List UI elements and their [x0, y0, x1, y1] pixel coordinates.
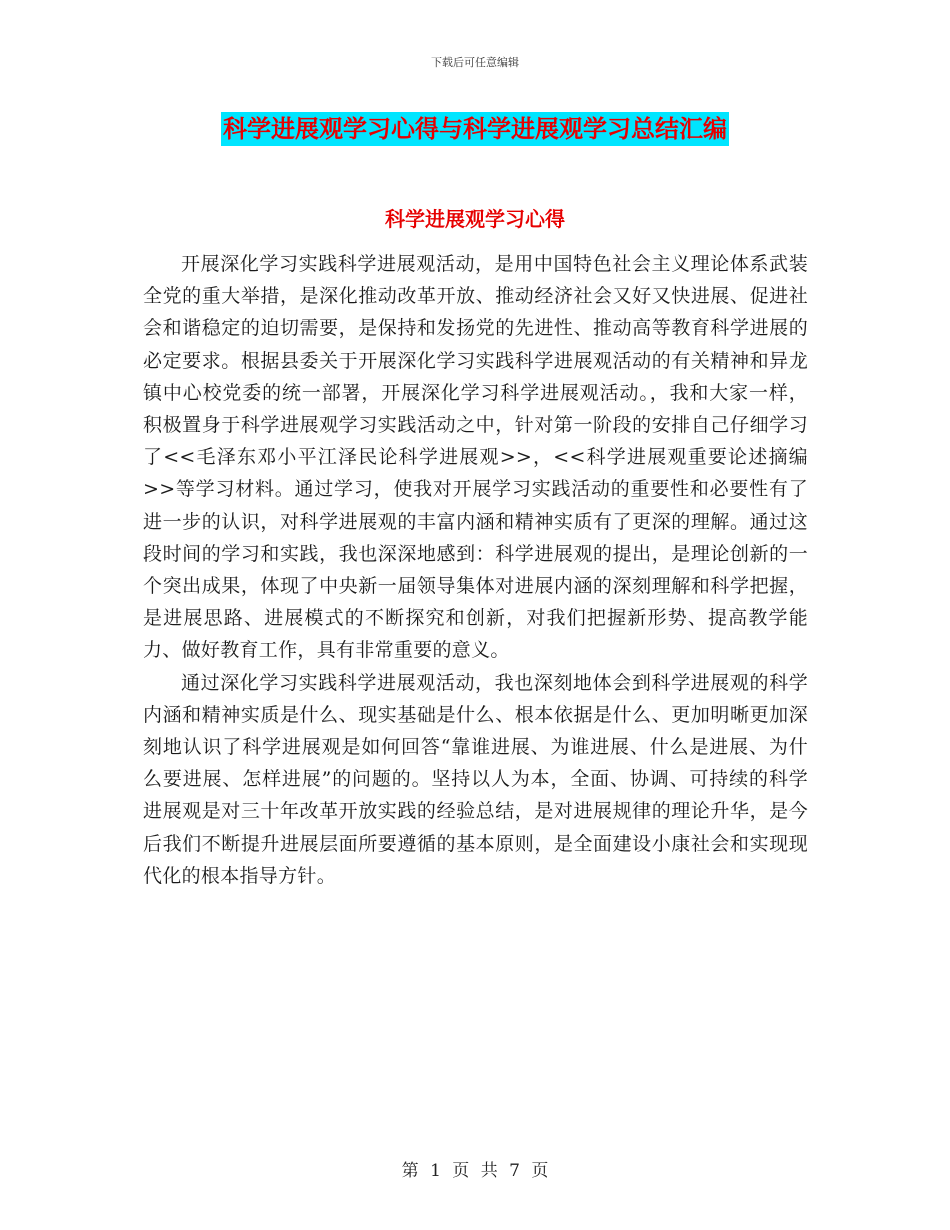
document-body — [143, 248, 808, 892]
main-title-container — [0, 112, 950, 146]
paragraph-2: 通过深化学习实践科学进展观活动，我也深刻地体会到科学进展观的科学内涵和精神实质是什么、现实基础是什么、根本依据是什么、更加明晰更加深刻地认识了科学进展观是如何回答“靠谁进展、为谁进展、什么是进展、为什么要进展、怎样进展”的问题的。坚持以人为本，全面、协调、可持续的科学进展观是对三十年改革开放实践的经验总结，是对进展规律的理论升华，是今后我们不断提升进展层面所要遵循的基本原则，是全面建设小康社会和实现现代化的根本指导方针。 — [143, 671, 808, 887]
main-title: 科学进展观学习心得与科学进展观学习总结汇编 — [221, 112, 729, 146]
header-note: 下载后可任意编辑 — [431, 56, 519, 69]
section-title: 科学进展观学习心得 — [385, 207, 565, 231]
page-number-footer: 第 1 页 共 7 页 — [401, 1161, 549, 1181]
paragraph-1: 开展深化学习实践科学进展观活动，是用中国特色社会主义理论体系武装全党的重大举措，是深化推动改革开放、推动经济社会又好又快进展、促进社会和谐稳定的迫切需要，是保持和发扬党的先进性、推动高等教育科学进展的必定要求。根据县委关于开展深化学习实践科学进展观活动的有关精神和异龙镇中心校党委的统一部署，开展深化学习科学进展观活动。，我和大家一样，积极置身于科学进展观学习实践活动之中，针对第一阶段的安排自己仔细学习了<<毛泽东邓小平江泽民论科学进展观>>，<<科学进展观重要论述摘编>>等学习材料。通过学习，使我对开展学习实践活动的重要性和必要性有了进一步的认识，对科学进展观的丰富内涵和精神实质有了更深的理解。通过这段时间的学习和实践，我也深深地感到：科学进展观的提出，是理论创新的一个突出成果，体现了中央新一届领导集体对进展内涵的深刻理解和科学把握，是进展思路、进展模式的不断探究和创新，对我们把握新形势、提高教学能力、做好教育工作，具有非常重要的意义。 — [143, 253, 808, 662]
